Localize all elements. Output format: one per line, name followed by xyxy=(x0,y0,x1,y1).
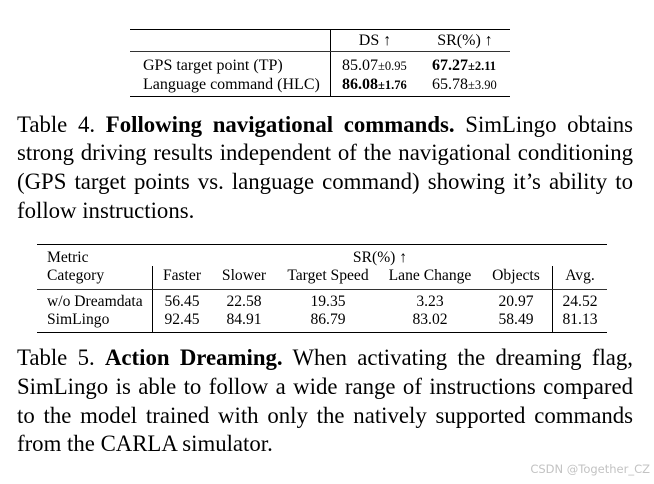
caption-line: (GPS target points vs. language command) showing it’s ability to xyxy=(17,169,633,195)
table5-col-header-lane-change: Lane Change xyxy=(388,267,472,284)
caption-line xyxy=(17,111,633,140)
table5-col-header-avg: Avg. xyxy=(565,267,595,284)
table4-cell-ds xyxy=(342,57,407,75)
table4-sr-std: ±2.11 xyxy=(468,59,497,73)
table5-cell-slower: 22.58 xyxy=(226,293,262,310)
table4-caption-label: Table 4. xyxy=(17,111,96,137)
table4-caption-text: SimLingo obtains xyxy=(465,111,633,137)
table4-sr-std: ±3.90 xyxy=(468,78,497,92)
table5-cell-lane-change: 3.23 xyxy=(416,293,444,310)
table4-sr-value: 67.27 xyxy=(432,57,468,74)
table5-col-header-target-speed: Target Speed xyxy=(287,267,369,284)
table5-row-label: SimLingo xyxy=(47,311,110,328)
table4-header-ds: DS ↑ xyxy=(358,32,392,49)
table4-ds-std: ±1.76 xyxy=(378,78,407,92)
table4-header-sr: SR(%) ↑ xyxy=(437,32,493,49)
table4-caption xyxy=(17,111,633,226)
table4-cell-sr xyxy=(432,57,496,75)
table5-cell-objects: 58.49 xyxy=(498,311,534,328)
table5-cell-avg: 24.52 xyxy=(562,293,598,310)
caption-line xyxy=(17,344,633,373)
table5-header-metric: Metric xyxy=(47,249,89,266)
table4-sr-value: 65.78 xyxy=(432,76,468,93)
table4-caption-title: Following navigational commands. xyxy=(105,111,455,137)
table5-caption-text: When activating the dreaming flag, xyxy=(292,345,633,370)
table5-cell-avg: 81.13 xyxy=(562,311,598,328)
table5-caption xyxy=(17,344,633,459)
table4-row-label: GPS target point (TP) xyxy=(143,57,283,74)
table5-header-group: SR(%) ↑ xyxy=(352,249,408,266)
table5-cell-objects: 20.97 xyxy=(498,293,534,310)
table5-cell-lane-change: 83.02 xyxy=(412,311,448,328)
table4-cell-sr xyxy=(432,76,497,94)
table5-cell-faster: 92.45 xyxy=(164,311,200,328)
table4-ds-value: 85.07 xyxy=(342,57,378,74)
caption-line: strong driving results independent of the navigational conditioning xyxy=(17,140,633,166)
table4-ds-std: ±0.95 xyxy=(378,59,407,73)
table5-caption-title: Action Dreaming. xyxy=(104,345,283,370)
table5-caption-label: Table 5. xyxy=(17,345,95,370)
table5-row-label: w/o Dreamdata xyxy=(47,293,143,310)
table5-bottom-rule xyxy=(37,332,607,333)
table4-top-rule xyxy=(130,29,510,30)
caption-line: SimLingo is able to follow a wide range of instructions compared xyxy=(17,373,633,399)
table5-top-rule xyxy=(37,244,607,245)
table5-cell-target-speed: 19.35 xyxy=(310,293,346,310)
table4-column-divider xyxy=(330,29,331,97)
table4-ds-value: 86.08 xyxy=(342,76,378,93)
table5-cell-faster: 56.45 xyxy=(164,293,200,310)
table5-mid-rule xyxy=(37,289,607,290)
table5-cell-target-speed: 86.79 xyxy=(310,311,346,328)
table4-cell-ds xyxy=(342,76,407,94)
table5-col-header-faster: Faster xyxy=(162,267,202,284)
table4-mid-rule xyxy=(130,51,510,52)
caption-line: from the CARLA simulator. xyxy=(17,431,273,457)
caption-line: follow instructions. xyxy=(17,197,195,223)
caption-line: to the model trained with only the natively supported commands xyxy=(17,402,633,428)
table5-header-category: Category xyxy=(47,267,105,284)
table5-col-header-slower: Slower xyxy=(221,267,267,284)
table4-row-label: Language command (HLC) xyxy=(143,76,320,93)
table5-cell-slower: 84.91 xyxy=(226,311,262,328)
table4-bottom-rule xyxy=(130,96,510,97)
watermark: CSDN @Together_CZ xyxy=(530,462,650,476)
table5-col-header-objects: Objects xyxy=(492,267,540,284)
